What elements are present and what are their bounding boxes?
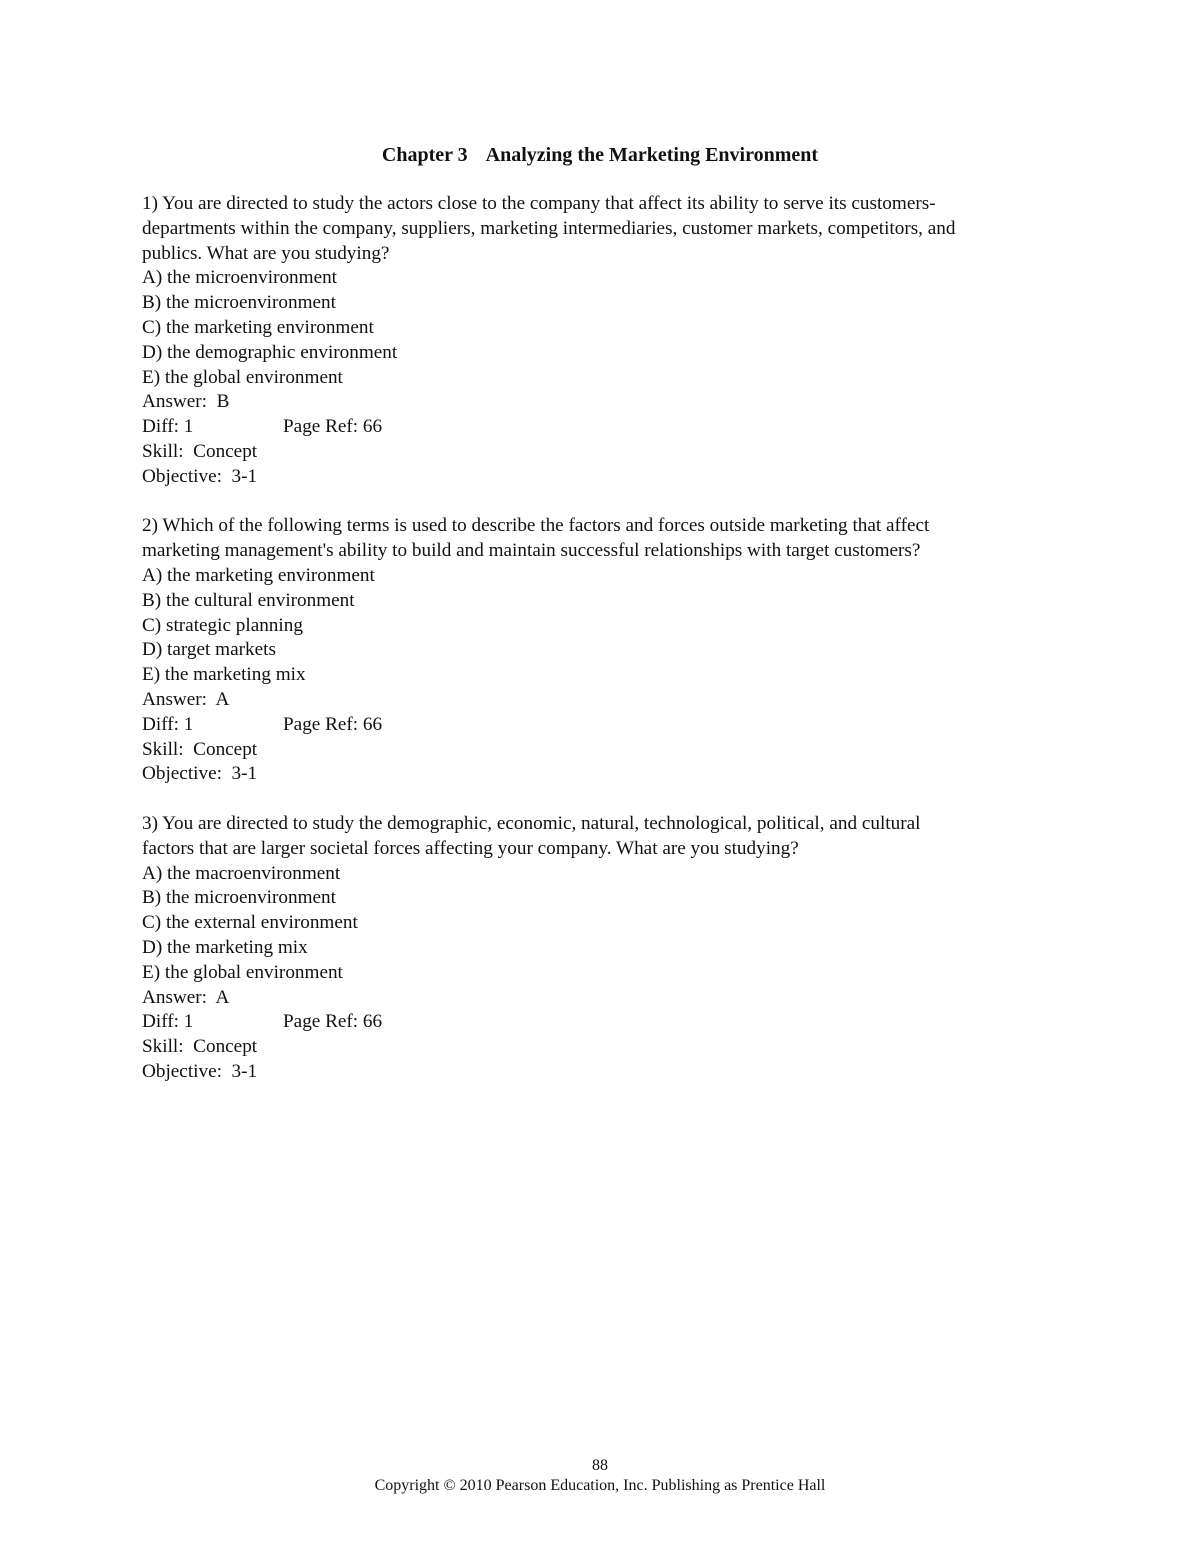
objective: Objective: 3-1 <box>142 763 258 785</box>
stem-line: 3) You are directed to study the demographic, economic, natural, technological, political, and cultural <box>142 812 921 834</box>
question-list <box>142 192 1072 1109</box>
option-b: B) the microenvironment <box>142 887 336 909</box>
skill: Skill: Concept <box>142 440 258 462</box>
difficulty: Diff: 1 <box>142 713 194 735</box>
question-3 <box>142 812 1072 1085</box>
page-ref: Page Ref: 66 <box>283 713 383 735</box>
option-a: A) the macroenvironment <box>142 862 341 884</box>
skill: Skill: Concept <box>142 738 258 760</box>
option-b: B) the microenvironment <box>142 292 336 314</box>
option-d: D) the marketing mix <box>142 936 308 958</box>
question-1 <box>142 192 1072 490</box>
option-e: E) the global environment <box>142 961 343 983</box>
option-a: A) the marketing environment <box>142 564 375 586</box>
question-stem <box>142 192 1072 266</box>
answer: Answer: A <box>142 688 230 710</box>
chapter-name: Analyzing the Marketing Environment <box>485 144 819 166</box>
stem-line: 2) Which of the following terms is used to describe the factors and forces outside marketing that affect <box>142 515 930 537</box>
diff-page-ref-row <box>142 415 1072 440</box>
stem-line: marketing management's ability to build and maintain successful relationships with target customers? <box>142 540 921 562</box>
stem-line: factors that are larger societal forces affecting your company. What are you studying? <box>142 837 799 859</box>
answer: Answer: B <box>142 391 230 413</box>
stem-line: 1) You are directed to study the actors close to the company that affect its ability to serve its customers- <box>142 193 936 214</box>
stem-line: departments within the company, suppliers, marketing intermediaries, customer markets, competitors, and <box>142 217 956 239</box>
option-e: E) the marketing mix <box>142 664 306 686</box>
objective: Objective: 3-1 <box>142 465 258 487</box>
chapter-label: Chapter 3 <box>381 144 468 166</box>
question-stem <box>142 812 1072 862</box>
answer: Answer: A <box>142 986 230 1008</box>
option-c: C) the external environment <box>142 912 358 934</box>
page-number: 88 <box>592 1457 608 1474</box>
skill: Skill: Concept <box>142 1036 258 1058</box>
option-c: C) strategic planning <box>142 614 303 636</box>
option-b: B) the cultural environment <box>142 589 355 611</box>
page-ref: Page Ref: 66 <box>283 416 383 438</box>
option-c: C) the marketing environment <box>142 316 374 338</box>
option-a: A) the microenvironment <box>142 267 338 289</box>
objective: Objective: 3-1 <box>142 1060 258 1082</box>
copyright-notice: Copyright © 2010 Pearson Education, Inc. Publishing as Prentice Hall <box>374 1477 826 1494</box>
diff-page-ref-row <box>142 1010 1072 1035</box>
option-d: D) target markets <box>142 639 276 661</box>
option-d: D) the demographic environment <box>142 341 398 363</box>
page-ref: Page Ref: 66 <box>283 1011 383 1033</box>
question-stem <box>142 514 1072 564</box>
question-2 <box>142 514 1072 787</box>
option-e: E) the global environment <box>142 366 343 388</box>
chapter-title <box>0 143 1200 167</box>
diff-page-ref-row <box>142 713 1072 738</box>
stem-line: publics. What are you studying? <box>142 242 390 264</box>
difficulty: Diff: 1 <box>142 1011 194 1033</box>
difficulty: Diff: 1 <box>142 416 194 438</box>
